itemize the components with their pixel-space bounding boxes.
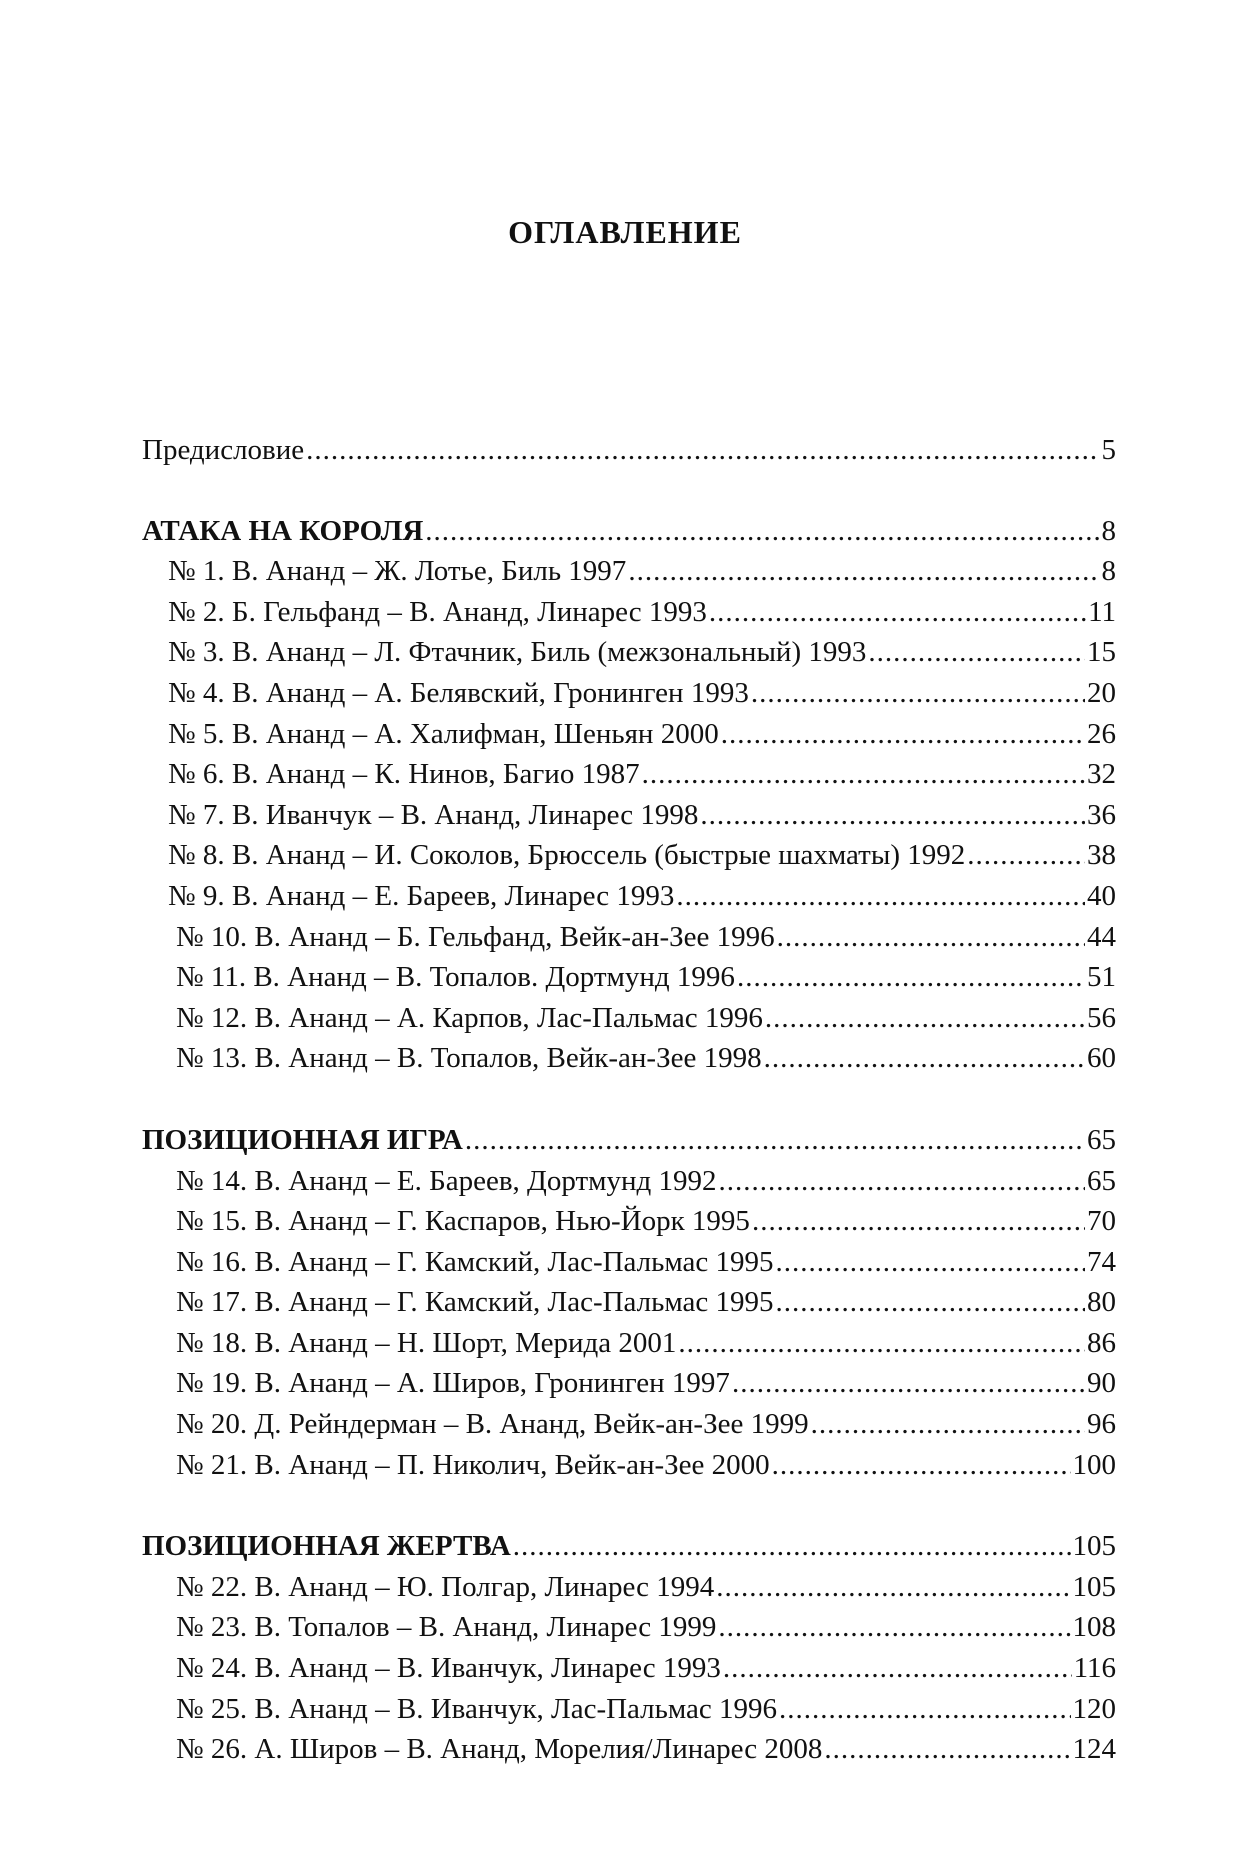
toc-entry-title: № 11. В. Ананд – В. Топалов. Дортмунд 1996 [176,961,735,994]
toc-page-number: 90 [1087,1367,1116,1400]
toc-page-number: 8 [1101,514,1116,547]
dot-leader [764,1038,1085,1079]
dot-leader [737,957,1085,998]
toc-entry-title: № 25. В. Ананд – В. Иванчук, Лас-Пальмас 1996 [176,1692,778,1725]
toc-entry[interactable] [142,754,1116,795]
toc-entry[interactable] [142,835,1116,876]
toc-entry[interactable] [142,1689,1116,1730]
section-title: ПОЗИЦИОННАЯ ЖЕРТВА [142,1530,511,1563]
toc-page-number: 116 [1073,1652,1116,1685]
toc-entry[interactable] [142,592,1116,633]
dot-leader [719,1161,1086,1202]
dot-leader [678,1323,1085,1364]
toc-entry-title: № 23. В. Топалов – В. Ананд, Линарес 1999 [176,1611,717,1644]
dot-leader [751,673,1085,714]
toc-entry-title: № 1. В. Ананд – Ж. Лотье, Биль 1997 [168,555,627,588]
table-of-contents [142,430,1116,1770]
dot-leader [732,1363,1085,1404]
toc-entry[interactable] [142,957,1116,998]
dot-leader [465,1120,1085,1161]
toc-entry-title: № 19. В. Ананд – А. Широв, Гронинген 1997 [176,1367,730,1400]
toc-entry[interactable] [142,1567,1116,1608]
toc-entry[interactable] [142,1729,1116,1770]
toc-page-number: 60 [1087,1042,1116,1075]
dot-leader [425,511,1099,552]
dot-leader [776,1242,1085,1283]
toc-entry-title: № 26. А. Широв – В. Ананд, Морелия/Линарес 2008 [176,1733,823,1766]
toc-entry-title: № 22. В. Ананд – Ю. Полгар, Линарес 1994 [176,1570,715,1603]
toc-entry[interactable] [142,795,1116,836]
toc-page-number: 26 [1087,717,1116,750]
toc-page-number: 40 [1087,879,1116,912]
toc-entry-title: № 12. В. Ананд – А. Карпов, Лас-Пальмас 1996 [176,1001,763,1034]
page-title: ОГЛАВЛЕНИЕ [508,214,742,250]
toc-page-number: 44 [1087,920,1116,953]
dot-leader [716,1567,1070,1608]
toc-entry-title: № 2. Б. Гельфанд – В. Ананд, Линарес 1993 [168,595,707,628]
toc-page-number: 105 [1072,1530,1116,1563]
toc-section-heading[interactable] [142,1120,1116,1161]
dot-leader [967,835,1085,876]
toc-entry[interactable] [142,998,1116,1039]
dot-leader [765,998,1085,1039]
toc-page-number: 124 [1072,1733,1116,1766]
toc-entry[interactable] [142,714,1116,755]
toc-page-number: 86 [1087,1326,1116,1359]
toc-page-number: 96 [1087,1408,1116,1441]
toc-entry[interactable] [142,1161,1116,1202]
toc-entry[interactable] [142,1607,1116,1648]
toc-entry[interactable] [142,917,1116,958]
toc-entry-title: № 17. В. Ананд – Г. Камский, Лас-Пальмас 1995 [176,1286,774,1319]
toc-section-heading[interactable] [142,511,1116,552]
toc-entry-title: № 21. В. Ананд – П. Николич, Вейк-ан-Зее 2000 [176,1448,770,1481]
toc-entry[interactable] [142,1363,1116,1404]
toc-entry-title: № 15. В. Ананд – Г. Каспаров, Нью-Йорк 1995 [176,1205,750,1238]
toc-entry-title: № 18. В. Ананд – Н. Шорт, Мерида 2001 [176,1326,677,1359]
section-title: АТАКА НА КОРОЛЯ [142,514,424,547]
dot-leader [811,1404,1085,1445]
dot-leader [777,917,1085,958]
toc-page-number: 65 [1087,1164,1116,1197]
toc-page-number: 56 [1087,1001,1116,1034]
toc-entry-title: № 4. В. Ананд – А. Белявский, Гронинген 1993 [168,676,749,709]
toc-page-number: 120 [1072,1692,1116,1725]
toc-entry[interactable] [142,551,1116,592]
toc-page-number: 36 [1087,798,1116,831]
toc-page-number: 11 [1088,595,1116,628]
dot-leader [776,1282,1085,1323]
toc-section-heading[interactable] [142,1526,1116,1567]
toc-page-number: 51 [1087,961,1116,994]
dot-leader [700,795,1085,836]
toc-entry-title: № 7. В. Иванчук – В. Ананд, Линарес 1998 [168,798,699,831]
toc-entry[interactable] [142,1282,1116,1323]
toc-entry[interactable] [142,673,1116,714]
dot-leader [513,1526,1071,1567]
toc-entry[interactable] [142,632,1116,673]
toc-page-number: 74 [1087,1245,1116,1278]
toc-page-number: 38 [1087,839,1116,872]
dot-leader [752,1201,1085,1242]
toc-entry[interactable] [142,1038,1116,1079]
toc-entry[interactable] [142,876,1116,917]
section-spacer [142,1485,1116,1526]
dot-leader [721,714,1085,755]
toc-entry-title: № 5. В. Ананд – А. Халифман, Шеньян 2000 [168,717,719,750]
dot-leader [779,1689,1070,1730]
dot-leader [868,632,1085,673]
dot-leader [676,876,1085,917]
toc-entry[interactable] [142,1242,1116,1283]
toc-entry-title: № 9. В. Ананд – Е. Бареев, Линарес 1993 [168,879,675,912]
dot-leader [772,1445,1071,1486]
toc-entry-title: № 16. В. Ананд – Г. Камский, Лас-Пальмас 1995 [176,1245,774,1278]
toc-row-preface[interactable] [142,430,1116,471]
toc-entry[interactable] [142,1404,1116,1445]
toc-page-number: 100 [1072,1448,1116,1481]
toc-page-number: 5 [1101,434,1116,466]
dot-leader [723,1648,1072,1689]
section-spacer [142,471,1116,511]
dot-leader [306,430,1099,471]
toc-page-number: 80 [1087,1286,1116,1319]
dot-leader [709,592,1086,633]
toc-page-number: 20 [1087,676,1116,709]
toc-entry-title: № 6. В. Ананд – К. Нинов, Багио 1987 [168,758,640,791]
dot-leader [824,1729,1070,1770]
toc-page-number: 108 [1072,1611,1116,1644]
toc-entry-title: Предисловие [142,434,305,466]
toc-entry-title: № 24. В. Ананд – В. Иванчук, Линарес 1993 [176,1652,721,1685]
dot-leader [642,754,1085,795]
toc-entry[interactable] [142,1323,1116,1364]
toc-entry-title: № 14. В. Ананд – Е. Бареев, Дортмунд 1992 [176,1164,717,1197]
toc-sections [142,471,1116,1770]
dot-leader [628,551,1099,592]
toc-page-number: 70 [1087,1205,1116,1238]
toc-entry-title: № 13. В. Ананд – В. Топалов, Вейк-ан-Зее 1998 [176,1042,762,1075]
toc-entry[interactable] [142,1445,1116,1486]
toc-page-number: 8 [1101,555,1116,588]
section-spacer [142,1079,1116,1120]
toc-entry-title: № 3. В. Ананд – Л. Фтачник, Биль (межзональный) 1993 [168,636,867,669]
toc-page-number: 105 [1072,1570,1116,1603]
toc-page-number: 32 [1087,758,1116,791]
toc-entry-title: № 10. В. Ананд – Б. Гельфанд, Вейк-ан-Зее 1996 [176,920,775,953]
toc-page-number: 15 [1087,636,1116,669]
dot-leader [718,1607,1070,1648]
toc-entry[interactable] [142,1648,1116,1689]
section-title: ПОЗИЦИОННАЯ ИГРА [142,1123,463,1156]
toc-entry-title: № 20. Д. Рейндерман – В. Ананд, Вейк-ан-Зее 1999 [176,1408,809,1441]
toc-entry-title: № 8. В. Ананд – И. Соколов, Брюссель (быстрые шахматы) 1992 [168,839,966,872]
toc-entry[interactable] [142,1201,1116,1242]
toc-page-number: 65 [1087,1123,1116,1156]
